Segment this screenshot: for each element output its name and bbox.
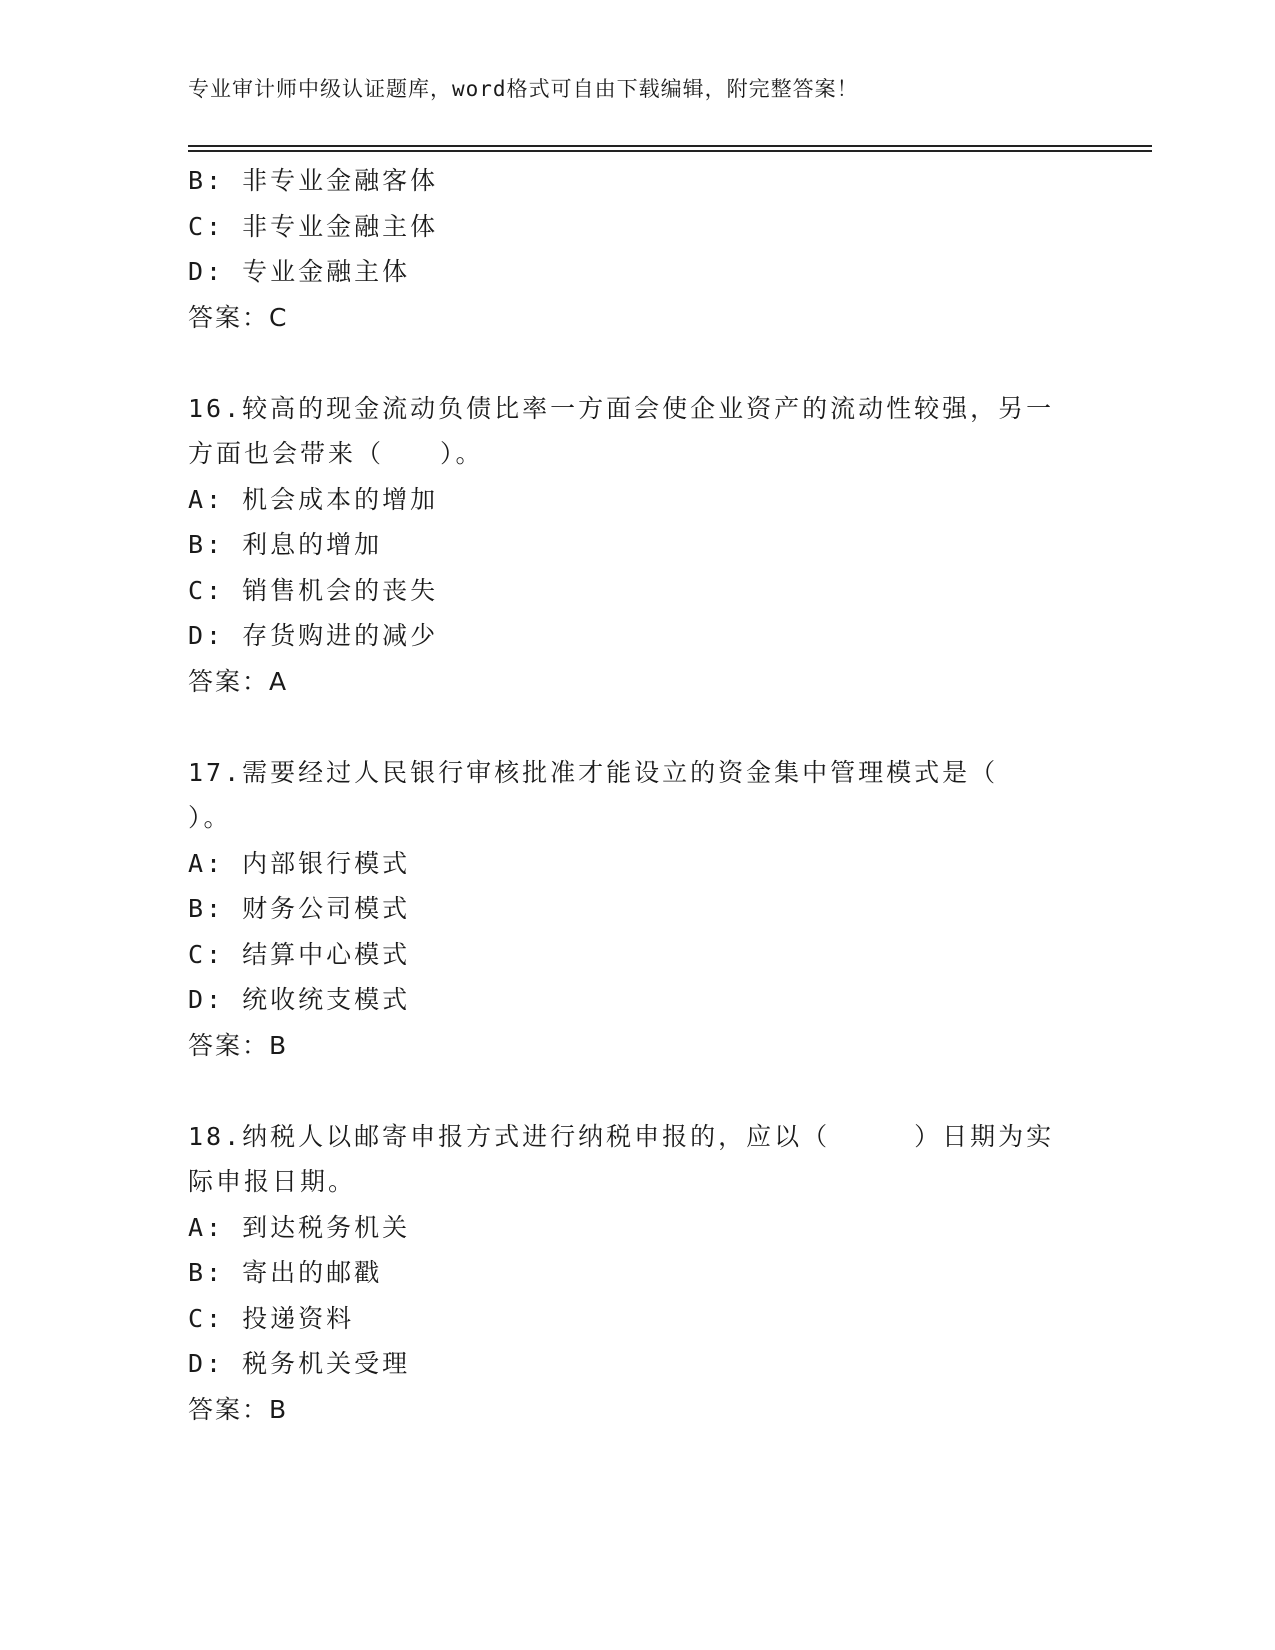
spacer (188, 340, 1088, 386)
continued-question (188, 158, 1088, 340)
answer-line: 答案：A (188, 666, 289, 696)
question-stem-line: 方面也会带来（ ）。 (188, 439, 484, 468)
option-d: D: 税务机关受理 (188, 1349, 411, 1378)
option-d: D: 存货购进的减少 (188, 621, 439, 650)
question-stem-line: 18.纳税人以邮寄申报方式进行纳税申报的，应以（ ）日期为实 (188, 1121, 1055, 1151)
spacer (188, 704, 1088, 750)
header-rule-bottom (188, 150, 1152, 152)
answer-line: 答案：B (188, 1030, 289, 1060)
question-17 (188, 750, 1088, 1069)
question-16 (188, 386, 1088, 705)
answer-line: 答案：C (188, 302, 289, 332)
option-c: C: 投递资料 (188, 1303, 355, 1333)
option-b: B: 非专业金融客体 (188, 166, 439, 195)
question-stem-line: ）。 (188, 803, 232, 832)
option-a: A: 到达税务机关 (188, 1212, 411, 1242)
option-d: D: 专业金融主体 (188, 257, 411, 286)
option-c: C: 结算中心模式 (188, 939, 411, 969)
question-stem-line: 17.需要经过人民银行审核批准才能设立的资金集中管理模式是（ (188, 757, 999, 787)
question-stem-line: 16.较高的现金流动负债比率一方面会使企业资产的流动性较强，另一 (188, 393, 1055, 423)
option-a: A: 机会成本的增加 (188, 484, 439, 514)
question-stem-line: 际申报日期。 (188, 1167, 357, 1196)
option-a: A: 内部银行模式 (188, 848, 411, 878)
option-d: D: 统收统支模式 (188, 985, 411, 1014)
question-content (188, 158, 1088, 1432)
page-header: 专业审计师中级认证题库，word格式可自由下载编辑，附完整答案！ (188, 77, 859, 101)
option-b: B: 寄出的邮戳 (188, 1258, 383, 1287)
answer-line: 答案：B (188, 1394, 289, 1424)
option-b: B: 利息的增加 (188, 530, 383, 559)
option-b: B: 财务公司模式 (188, 894, 411, 923)
header-rule-top (188, 145, 1152, 147)
question-18 (188, 1114, 1088, 1433)
option-c: C: 销售机会的丧失 (188, 575, 439, 605)
option-c: C: 非专业金融主体 (188, 211, 439, 241)
spacer (188, 1068, 1088, 1114)
